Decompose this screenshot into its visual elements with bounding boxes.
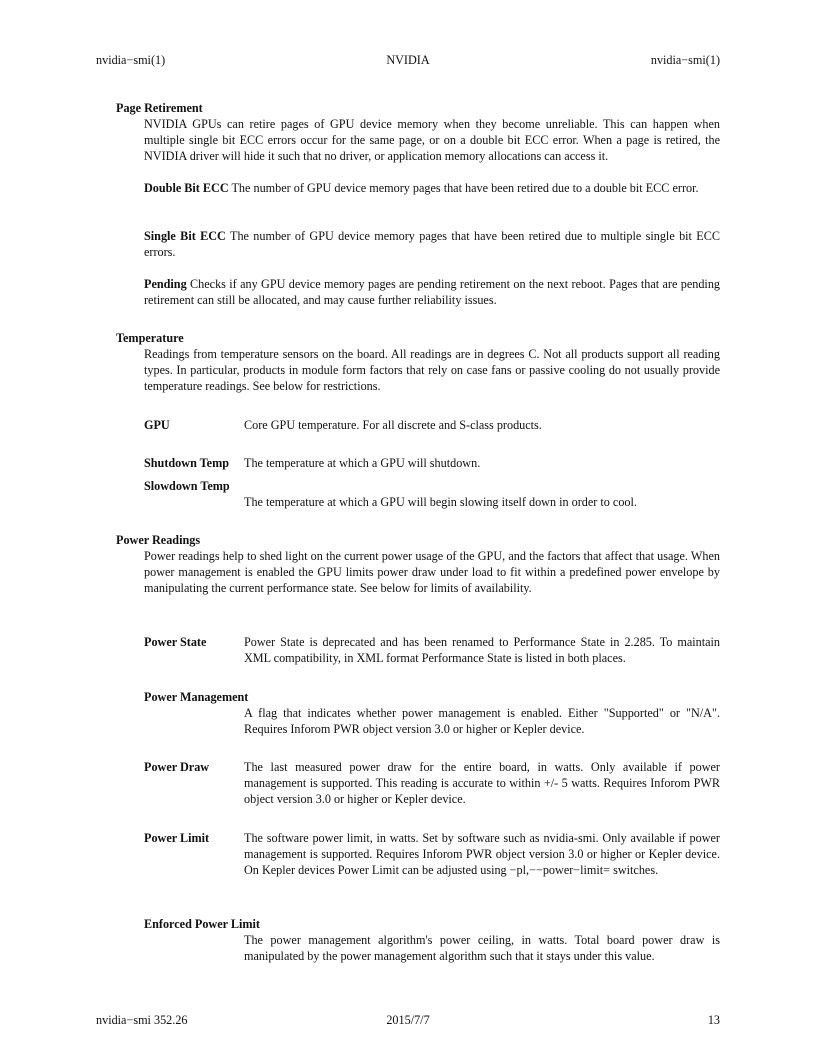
item-term: Pending	[144, 277, 187, 291]
header-left: nvidia−smi(1)	[96, 53, 166, 67]
term-power-draw: Power Draw	[144, 760, 210, 774]
def-power-draw: The last measured power draw for the entire board, in watts. Only available if power management is supported. This reading is accurate to within +/- 5 watts. Requires Inforom PWR object version 3.0 or higher or Kepler device.	[244, 760, 720, 806]
header-right: nvidia−smi(1)	[650, 53, 720, 67]
power-readings-intro: Power readings help to shed light on the current power usage of the GPU, and the factors that affect that usage. When power management is enabled the GPU limits power draw under load to fit within a predefined power envelope by manipulating the current performance state. See below for limits of availability.	[144, 549, 720, 595]
def-shutdown-temp: The temperature at which a GPU will shutdown.	[244, 456, 481, 470]
term-power-state: Power State	[144, 635, 207, 649]
page-retirement-item	[144, 180, 720, 196]
section-title-power-readings: Power Readings	[116, 533, 201, 547]
page-retirement-intro: NVIDIA GPUs can retire pages of GPU device memory when they become unreliable. This can happen when multiple single bit ECC errors occur for the same page, or on a double bit ECC error. When a page is retired, the NVIDIA driver will hide it such that no driver, or application memory allocations can access it.	[144, 117, 720, 163]
section-title-page-retirement: Page Retirement	[116, 101, 203, 115]
term-slowdown-temp: Slowdown Temp	[144, 479, 230, 493]
term-shutdown-temp: Shutdown Temp	[144, 456, 230, 470]
page-retirement-item	[144, 228, 720, 260]
def-gpu: Core GPU temperature. For all discrete and S-class products.	[244, 418, 542, 432]
item-text: Checks if any GPU device memory pages are pending retirement on the next reboot. Pages that are pending retirement can still be allocated, and may cause further reliability issues.	[144, 277, 721, 307]
footer-page-number: 13	[707, 1013, 720, 1027]
def-slowdown-temp: The temperature at which a GPU will begin slowing itself down in order to cool.	[244, 495, 637, 509]
def-power-management: A flag that indicates whether power management is enabled. Either "Supported" or "N/A". Requires Inforom PWR object version 3.0 or higher or Kepler device.	[244, 706, 720, 736]
def-enforced-power-limit: The power management algorithm's power ceiling, in watts. Total board power draw is manipulated by the power management algorithm such that it stays under this value.	[244, 933, 720, 963]
temperature-intro: Readings from temperature sensors on the board. All readings are in degrees C. Not all products support all reading types. In particular, products in module form factors that rely on case fans or passive cooling do not usually provide temperature readings. See below for restrictions.	[144, 347, 720, 393]
footer-center: 2015/7/7	[386, 1013, 430, 1027]
term-power-management: Power Management	[144, 690, 249, 704]
page-retirement-item	[144, 276, 720, 308]
item-term: Single Bit ECC	[144, 229, 226, 243]
item-text: The number of GPU device memory pages that have been retired due to multiple single bit ECC errors.	[144, 229, 721, 259]
term-enforced-power-limit: Enforced Power Limit	[144, 917, 260, 931]
header-center: NVIDIA	[386, 53, 430, 67]
item-text: The number of GPU device memory pages that have been retired due to a double bit ECC error.	[231, 181, 699, 195]
footer-left: nvidia−smi 352.26	[96, 1013, 188, 1027]
def-power-limit: The software power limit, in watts. Set by software such as nvidia-smi. Only available if power management is supported. Requires Inforom PWR object version 3.0 or higher or Kepler device. On Kepler devices Power Limit can be adjusted using −pl,−−power−limit= switches.	[244, 831, 720, 877]
section-title-temperature: Temperature	[116, 331, 184, 345]
def-power-state: Power State is deprecated and has been renamed to Performance State in 2.285. To maintain XML compatibility, in XML format Performance State is listed in both places.	[244, 635, 720, 665]
term-power-limit: Power Limit	[144, 831, 210, 845]
item-term: Double Bit ECC	[144, 181, 229, 195]
term-gpu: GPU	[144, 418, 170, 432]
